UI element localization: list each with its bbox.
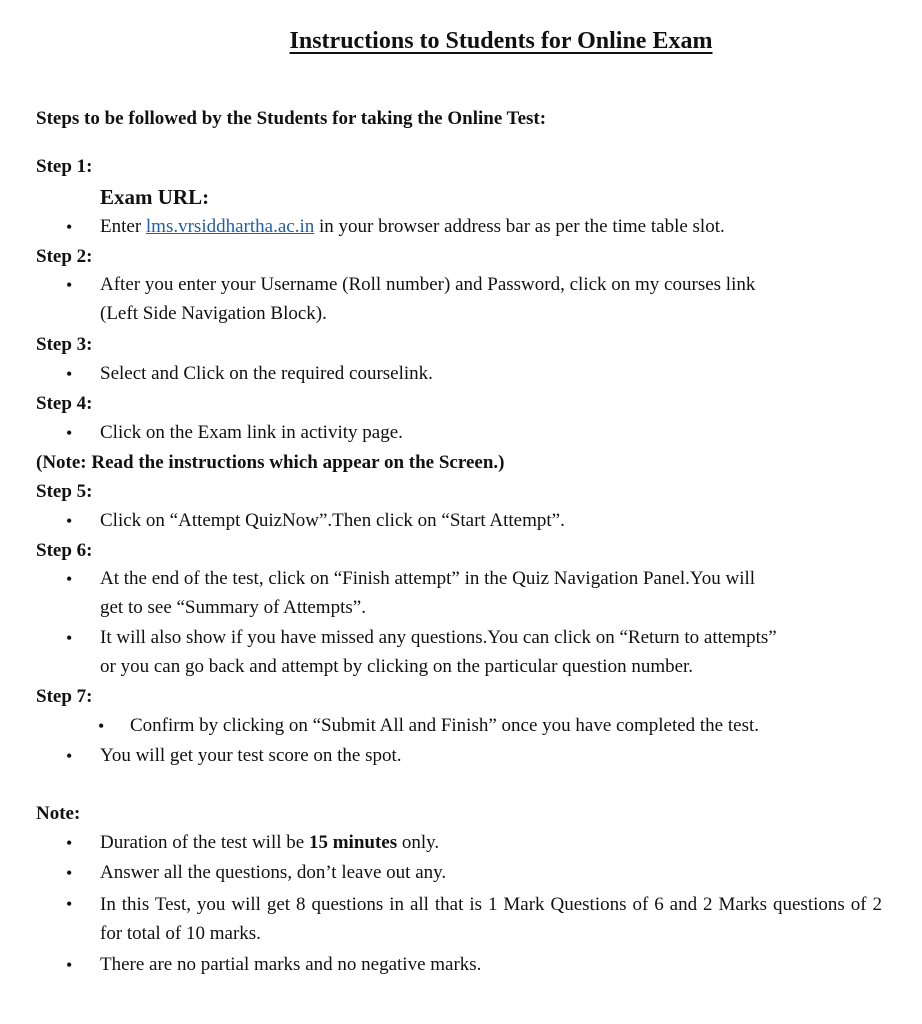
- step4-label: Step 4:: [36, 393, 93, 414]
- note-item1: [100, 832, 439, 854]
- bullet-icon: •: [66, 364, 73, 384]
- step1-label: Step 1:: [36, 156, 93, 177]
- note-item1-prefix: Duration of the test will be: [100, 832, 309, 853]
- step7-bullet2: You will get your test score on the spot.: [100, 745, 402, 766]
- step6-bullet1-line1: At the end of the test, click on “Finish attempt” in the Quiz Navigation Panel.You will: [100, 568, 756, 589]
- step7-bullet1: Confirm by clicking on “Submit All and Finish” once you have completed the test.: [130, 715, 760, 736]
- step4-bullet: Click on the Exam link in activity page.: [100, 422, 403, 443]
- step5-bullet: Click on “Attempt QuizNow”.Then click on “Start Attempt”.: [100, 510, 565, 531]
- step6-bullet2-line1: It will also show if you have missed any questions.You can click on “Return to attempts”: [100, 627, 777, 648]
- step3-label: Step 3:: [36, 334, 93, 355]
- step2-label: Step 2:: [36, 246, 93, 267]
- note-item4: There are no partial marks and no negative marks.: [100, 954, 482, 975]
- bullet-icon: •: [66, 275, 73, 295]
- note-item2: Answer all the questions, don’t leave out any.: [100, 862, 447, 883]
- note-item1-suffix: only.: [397, 832, 440, 853]
- step5-label: Step 5:: [36, 481, 93, 502]
- bullet-icon: •: [66, 863, 73, 883]
- step2-bullet-line2: (Left Side Navigation Block).: [100, 303, 327, 324]
- step1-bullet: [100, 216, 725, 238]
- exam-url-link[interactable]: lms.vrsiddhartha.ac.in: [145, 216, 315, 237]
- bullet-icon: •: [66, 423, 73, 443]
- bullet-icon: •: [66, 628, 73, 648]
- note-read-instructions: (Note: Read the instructions which appear on the Screen.): [36, 452, 505, 473]
- page-title: Instructions to Students for Online Exam: [289, 28, 713, 54]
- intro-heading: Steps to be followed by the Students for taking the Online Test:: [36, 108, 547, 129]
- bullet-icon: •: [66, 955, 73, 975]
- note-item3: In this Test, you will get 8 questions in all that is 1 Mark Questions of 6 and 2 Marks questions of 2 for total of 10 marks.: [100, 894, 882, 944]
- step6-label: Step 6:: [36, 540, 93, 561]
- step6-bullet1-line2: get to see “Summary of Attempts”.: [100, 597, 366, 618]
- step3-bullet: Select and Click on the required courselink.: [100, 363, 433, 384]
- bullet-icon: •: [98, 716, 105, 736]
- bullet-icon: •: [66, 833, 73, 853]
- step2-bullet-line1: After you enter your Username (Roll number) and Password, click on my courses link: [100, 274, 756, 295]
- step7-label: Step 7:: [36, 686, 93, 707]
- step6-bullet2-line2: or you can go back and attempt by clicking on the particular question number.: [100, 656, 694, 677]
- note-item1-duration: 15 minutes: [308, 832, 398, 853]
- bullet-icon: •: [66, 511, 73, 531]
- bullet-icon: •: [66, 217, 73, 237]
- note-label: Note:: [36, 803, 81, 824]
- bullet-icon: •: [66, 569, 73, 589]
- step1-bullet-prefix: Enter: [100, 216, 146, 237]
- bullet-icon: •: [66, 894, 73, 914]
- step1-bullet-suffix: in your browser address bar as per the time table slot.: [314, 216, 725, 237]
- exam-url-heading: Exam URL:: [100, 185, 210, 209]
- bullet-icon: •: [66, 746, 73, 766]
